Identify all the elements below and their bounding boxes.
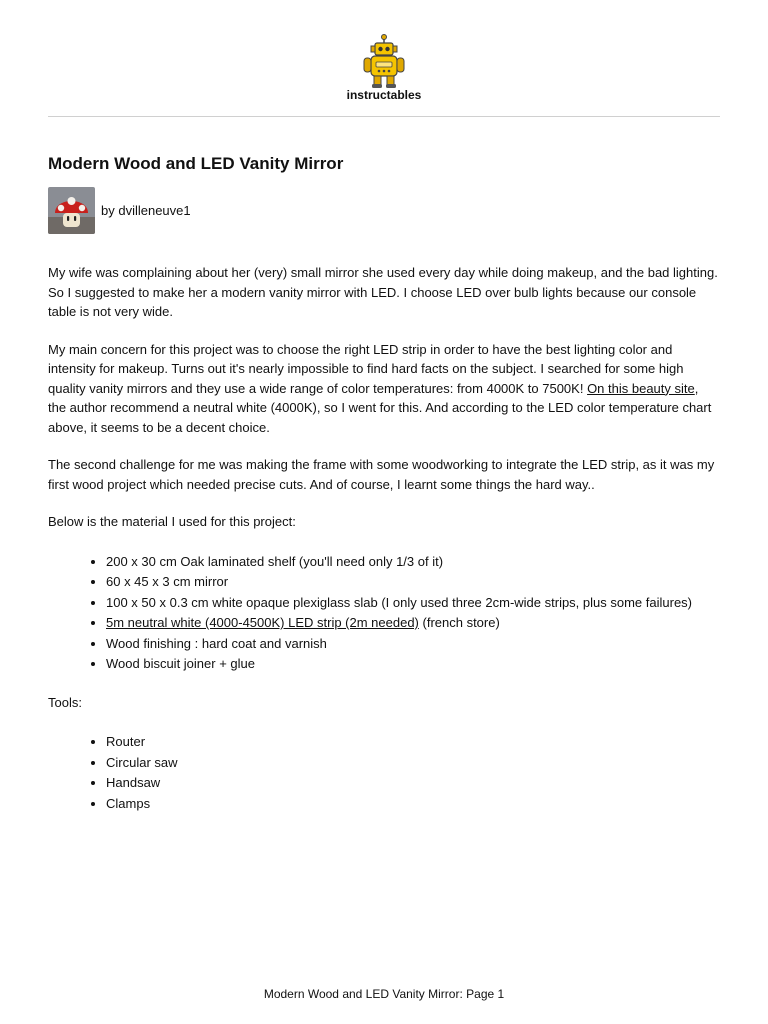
led-strip-paragraph (48, 340, 720, 438)
list-item: • 100 x 50 x 0.3 cm white opaque plexiglass slab (I only used three 2cm-wide strips, plus some failures) (106, 593, 720, 614)
materials-intro: Below is the material I used for this project: (48, 514, 296, 529)
tools-list (48, 732, 720, 814)
materials-list (48, 552, 720, 675)
paragraph-text: , the author recommend a neutral white (4000K), so I went for this. And according to the LED color temperature chart above, it seems to be a decent choice. (48, 380, 712, 435)
author-avatar[interactable] (48, 187, 95, 234)
page-header (48, 30, 720, 117)
tools-heading: Tools: (48, 694, 82, 710)
list-item: • Router (106, 732, 720, 753)
woodworking-paragraph: The second challenge for me was making the frame with some woodworking to integrate the LED strip, as it was my first wood project which needed precise cuts. And of course, I learnt some things the hard way.. (48, 457, 715, 492)
instructables-robot-logo-icon (361, 34, 407, 90)
mushroom-avatar-icon (48, 187, 95, 234)
list-item: • 60 x 45 x 3 cm mirror (106, 572, 720, 593)
article-body (48, 263, 720, 832)
list-item: • 200 x 30 cm Oak laminated shelf (you'll need only 1/3 of it) (106, 552, 720, 573)
page-footer: Modern Wood and LED Vanity Mirror: Page 1 (263, 987, 505, 1001)
intro-paragraph: My wife was complaining about her (very) small mirror she used every day while doing makeup, and the bad lighting. So I suggested to make her a modern vanity mirror with LED. I choose LED over bulb lights because our console table is not very wide. (48, 265, 718, 319)
list-item (106, 613, 720, 634)
list-item: • Circular saw (106, 753, 720, 774)
paragraph-text: My main concern for this project was to choose the right LED strip in order to have the best lighting color and intensity for makeup. Turns out it's nearly impossible to find hard facts on the subject. I searched for some high quality vanity mirrors and they use a wide range of color temperatures: from 4000K to 7500K! (48, 341, 684, 396)
author-byline[interactable]: by dvilleneuve1 (101, 203, 191, 218)
led-strip-store-link[interactable]: 5m neutral white (4000-4500K) LED strip (2m needed) (106, 615, 419, 630)
site-logo-text[interactable]: instructables (346, 88, 422, 102)
list-item-text: (french store) (418, 615, 500, 630)
list-item: • Wood finishing : hard coat and varnish (106, 634, 720, 655)
beauty-site-link[interactable]: On this beauty site (587, 380, 695, 396)
list-item: • Handsaw (106, 773, 720, 794)
article-title: Modern Wood and LED Vanity Mirror (48, 154, 344, 173)
list-item: • Clamps (106, 794, 720, 815)
list-item: • Wood biscuit joiner + glue (106, 654, 720, 675)
